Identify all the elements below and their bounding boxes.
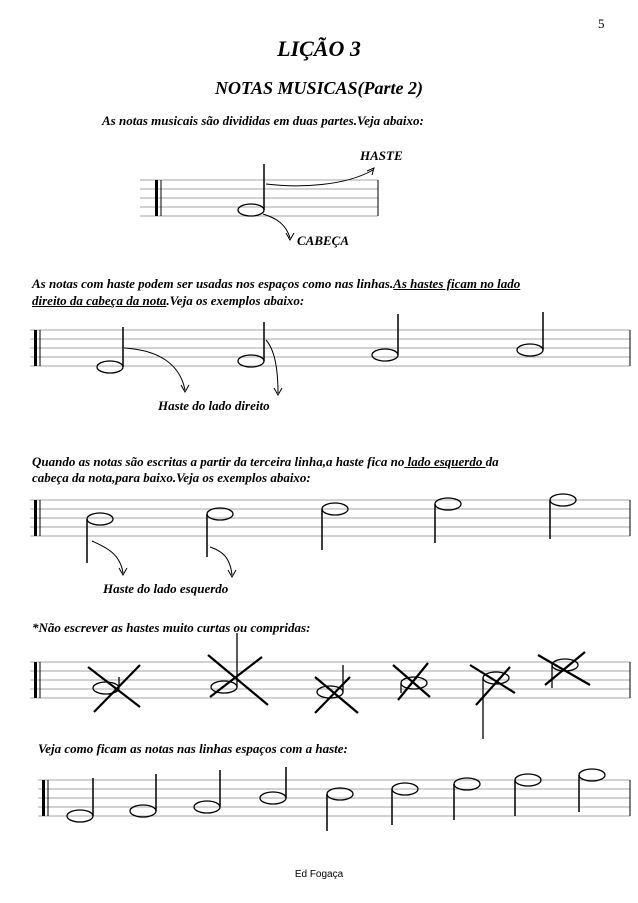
footer-author: Ed Fogaça [294, 869, 344, 880]
lesson-title: LIÇÃO 3 [277, 36, 361, 61]
staff-stems-left [0, 485, 638, 580]
staff-stems-right [0, 310, 638, 400]
cabeca-label: CABEÇA [297, 233, 350, 248]
haste-label: HASTE [360, 148, 403, 163]
page-number: 5 [598, 16, 605, 31]
haste-direito-label: Haste do lado direito [158, 398, 270, 413]
haste-esquerdo-label: Haste do lado esquerdo [103, 581, 229, 596]
staff-lines-spaces [0, 765, 638, 840]
warning-text: *Não escrever as hastes muito curtas ou compridas: [32, 620, 311, 635]
intro-text: As notas musicais são divididas em duas partes.Veja abaixo: [102, 113, 424, 128]
note-head [238, 204, 264, 216]
paragraph-2-line-2: cabeça da nota,para baixo.Veja os exemplos abaixo: [32, 470, 311, 485]
parts-diagram [140, 150, 440, 260]
lesson-subtitle: NOTAS MUSICAS(Parte 2) [214, 78, 424, 98]
final-text: Veja como ficam as notas nas linhas espaços com a haste: [38, 741, 348, 756]
staff-wrong-stems [0, 625, 638, 740]
paragraph-2-line-1: Quando as notas são escritas a partir da terceira linha,a haste fica no lado esquerdo da [32, 454, 499, 469]
paragraph-1-line-2: direito da cabeça da nota.Veja os exemplos abaixo: [32, 293, 305, 308]
paragraph-1-line-1: As notas com haste podem ser usadas nos espaços como nas linhas.As hastes ficam no lado [32, 276, 521, 291]
